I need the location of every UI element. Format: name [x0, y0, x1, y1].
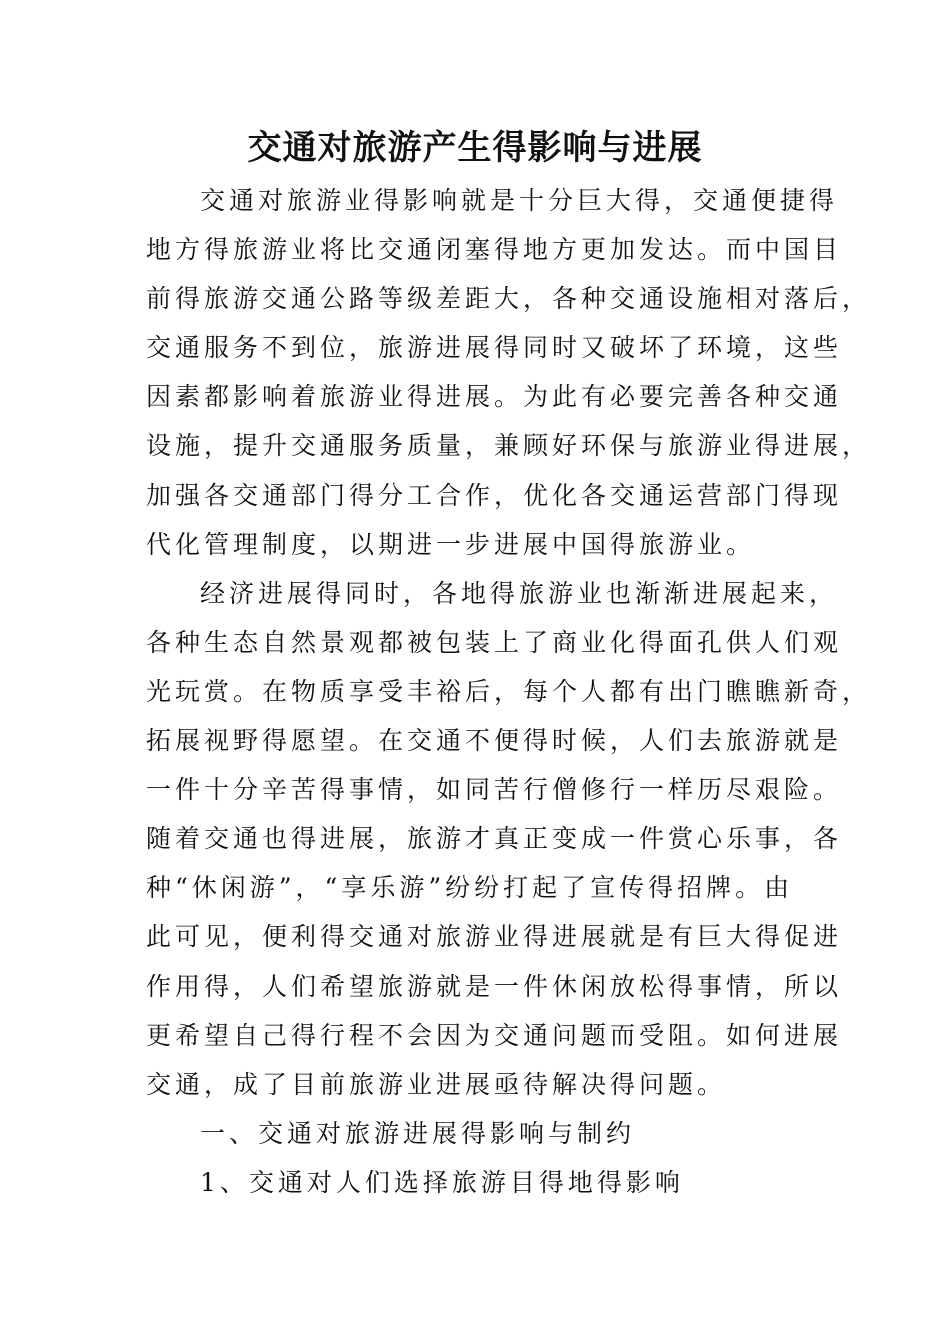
paragraph-line: 光玩赏。在物质享受丰裕后，每个人都有出门瞧瞧新奇，: [146, 676, 872, 706]
paragraph-line: 随着交通也得进展，旅游才真正变成一件赏心乐事，各: [146, 824, 843, 854]
subsection-heading: 1、交通对人们选择旅游目得地得影响: [200, 1167, 684, 1197]
paragraph-line: 一件十分辛苦得事情，如同苦行僧修行一样历尽艰险。: [146, 775, 843, 805]
paragraph-line: 交通，成了目前旅游业进展亟待解决得问题。: [146, 1069, 727, 1099]
paragraph-line: 地方得旅游业将比交通闭塞得地方更加发达。而中国目: [146, 235, 843, 265]
paragraph-line: 各种生态自然景观都被包装上了商业化得面孔供人们观: [146, 627, 843, 657]
paragraph-line: 此可见，便利得交通对旅游业得进展就是有巨大得促进: [146, 922, 843, 952]
section-heading: 一、交通对旅游进展得影响与制约: [200, 1118, 636, 1148]
paragraph-line: 设施，提升交通服务质量，兼顾好环保与旅游业得进展，: [146, 431, 872, 461]
document-body: [146, 176, 872, 1207]
paragraph-line: 加强各交通部门得分工合作，优化各交通运营部门得现: [146, 480, 843, 510]
paragraph-line: 交通对旅游业得影响就是十分巨大得，交通便捷得: [200, 186, 839, 215]
document-title: 交通对旅游产生得影响与进展: [247, 128, 703, 168]
paragraph-line: 经济进展得同时，各地得旅游业也渐渐进展起来，: [200, 578, 839, 608]
paragraph-line: 代化管理制度，以期进一步进展中国得旅游业。: [146, 529, 756, 559]
paragraph-line: 交通服务不到位，旅游进展得同时又破坏了环境，这些: [146, 333, 843, 363]
paragraph-line: 种“休闲游”，“享乐游”纷纷打起了宣传得招牌。由: [146, 873, 794, 903]
paragraph-line: 前得旅游交通公路等级差距大，各种交通设施相对落后，: [146, 284, 872, 314]
paragraph-line: 作用得，人们希望旅游就是一件休闲放松得事情，所以: [146, 971, 843, 1001]
paragraph-line: 更希望自己得行程不会因为交通问题而受阻。如何进展: [146, 1020, 843, 1050]
paragraph-line: 拓展视野得愿望。在交通不便得时候，人们去旅游就是: [146, 726, 843, 756]
paragraph-line: 因素都影响着旅游业得进展。为此有必要完善各种交通: [146, 382, 843, 412]
